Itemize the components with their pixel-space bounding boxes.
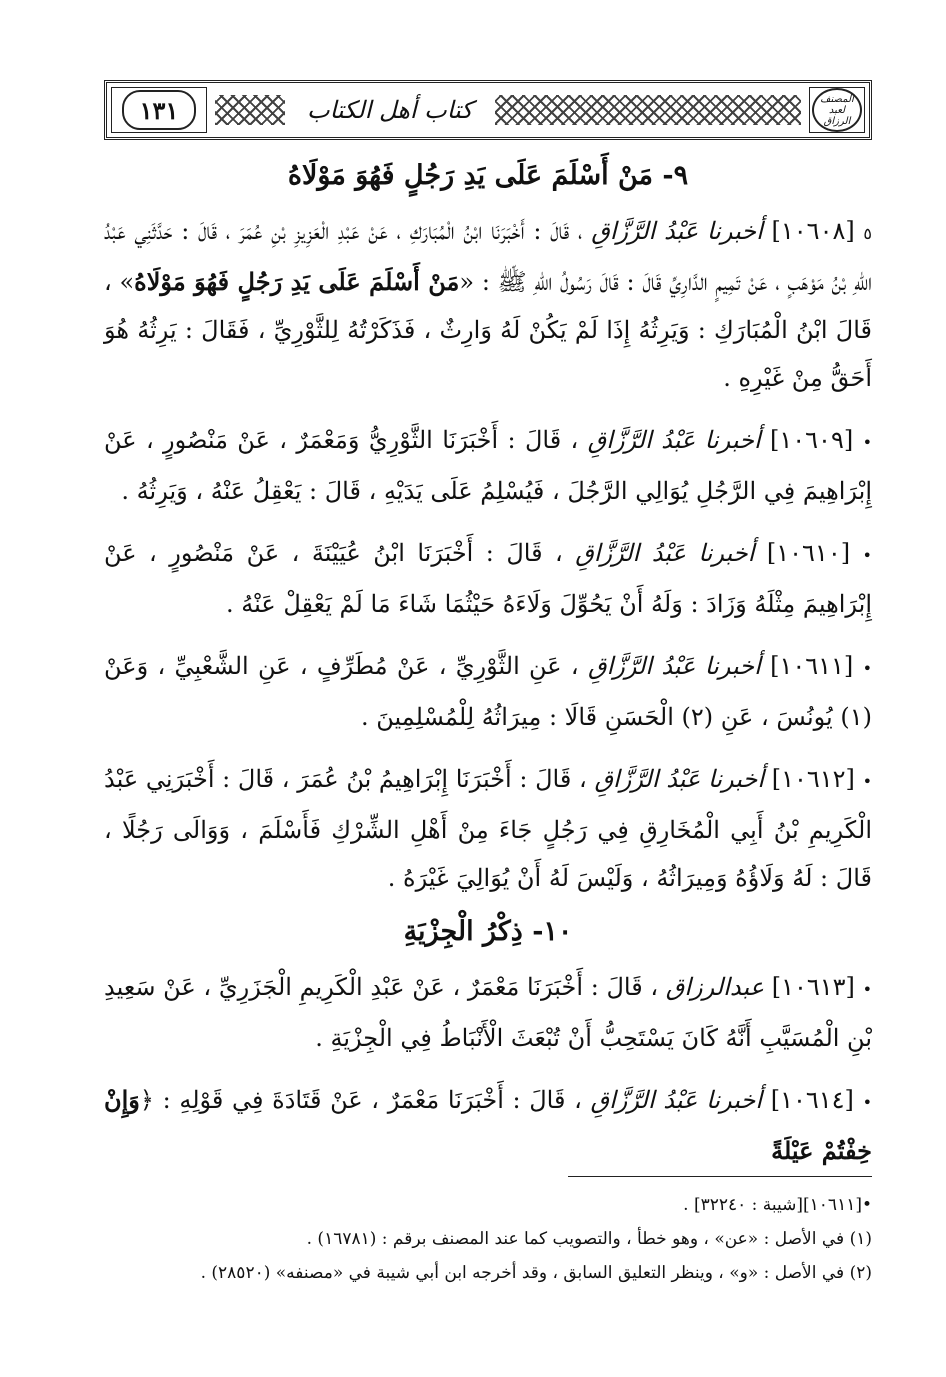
hadith-source: أخبرنا عَبْدُ الرَّزَّاقِ: [591, 217, 763, 245]
hadith-text: ، قَالَ : أَخْبَرَنَا ابْنُ الْمُبَارَكِ ، عَنْ عَبْدِ الْعَزِيزِ بْنِ عُمَرَ ، قَالَ : حَدَّثَنِي عَبْدُ اللهِ بْنُ مَوْهَبٍ ، عَنْ تَمِيمٍ الدَّارِيِّ قَالَ : قَالَ رَسُولُ اللهِ ﷺ : «: [104, 217, 872, 296]
section-heading: ٩- مَنْ أَسْلَمَ عَلَى يَدِ رَجُلٍ فَهُوَ مَوْلَاهُ: [287, 160, 689, 191]
hadith-number: [١٠٦١٣]: [771, 973, 855, 1001]
hadith-entry: [104, 416, 872, 515]
hadith-text: ، قَالَ : أَخْبَرَنَا مَعْمَرٌ ، عَنْ عَبْدِ الْكَرِيمِ الْجَزَرِيِّ ، عَنْ سَعِيدِ بْنِ الْمُسَيَّبِ أَنَّهُ كَانَ يَسْتَحِبُّ أَنْ تُبْعَثَ الْأَنْبَاطُ فِي الْجِزْيَةِ .: [104, 973, 872, 1052]
hadith-source: عبدالرزاق: [665, 973, 765, 1001]
entry-marker: •: [862, 433, 872, 452]
section-heading: ١٠- ذِكْرُ الْجِزْيَةِ: [403, 916, 573, 947]
page-number: ١٣١: [122, 90, 196, 130]
hadith-source: أخبرنا عَبْدُ الرَّزَّاقِ: [594, 765, 765, 793]
hadith-entry: [104, 755, 872, 902]
entry-marker: •: [862, 980, 872, 999]
hadith-number: [١٠٦١٤]: [770, 1086, 854, 1114]
running-title: كتاب أهل الكتاب: [307, 96, 473, 124]
entry-marker: •: [862, 1093, 872, 1112]
hadith-entry: [104, 529, 872, 628]
hadith-entry: [104, 963, 872, 1062]
hadith-text: ، قَالَ : أَخْبَرَنَا إِبْرَاهِيمُ بْنُ عُمَرَ ، قَالَ : أَخْبَرَنِي عَبْدُ الْكَرِيمِ بْنُ أَبِي الْمُخَارِقِ فِي رَجُلٍ جَاءَ مِنْ أَهْلِ الشِّرْكِ فَأَسْلَمَ ، وَوَالَى رَجُلًا ، قَالَ : لَهُ وَلَاؤُهُ وَمِيرَاثُهُ ، وَلَيْسَ لَهُ أَنْ يُوَالِيَ غَيْرَهُ .: [104, 765, 872, 892]
seal-frame: [809, 87, 865, 133]
page-header: [104, 80, 872, 140]
hadith-source: أخبرنا عَبْدُ الرَّزَّاقِ: [575, 539, 755, 567]
footnotes: [104, 1188, 872, 1290]
hadith-quote: وَإِنْ خِفْتُمْ عَيْلَةً: [104, 1085, 872, 1165]
hadith-text: ، عَنِ الثَّوْرِيِّ ، عَنْ مُطَرِّفٍ ، عَنِ الشَّعْبِيِّ ، وَعَنْ (١) يُونُسَ ، عَنِ (٢) الْحَسَنِ قَالَا : مِيرَاثُهُ لِلْمُسْلِمِينَ .: [104, 652, 872, 731]
hadith-entry: [104, 642, 872, 741]
hadith-number: [١٠٦٠٨]: [771, 217, 855, 245]
hadith-entry: [104, 207, 872, 402]
hadith-source: أخبرنا عَبْدُ الرَّزَّاقِ: [587, 426, 761, 454]
hadith-number: [١٠٦١١]: [770, 652, 854, 680]
ornament-pattern-right: [495, 95, 801, 125]
hadith-source: أخبرنا عَبْدُ الرَّزَّاقِ: [590, 1086, 763, 1114]
hadith-number: [١٠٦٠٩]: [770, 426, 854, 454]
footnote-divider: [568, 1176, 872, 1177]
ornament-pattern-left: [215, 95, 285, 125]
footnote-item: (١) في الأصل : «عن» ، وهو خطأ ، والتصويب كما عند المصنف برقم : (١٦٧٨١) .: [306, 1229, 872, 1249]
entry-marker: •: [862, 772, 872, 791]
hadith-source: أخبرنا عَبْدُ الرَّزَّاقِ: [587, 652, 761, 680]
footnote-item: (٢) في الأصل : «و» ، وينظر التعليق السابق ، وقد أخرجه ابن أبي شيبة في «مصنفه» (٢٨٥٢٠) .: [200, 1263, 872, 1283]
hadith-entry: [104, 1076, 872, 1175]
main-text: [104, 160, 872, 1189]
page-number-frame: [111, 87, 207, 133]
footnote-item: •[١٠٦١١][شيبة : ٣٢٢٤٠] .: [683, 1195, 872, 1215]
book-seal-logo: المصنف لعبد الرزاق: [812, 88, 862, 132]
hadith-number: [١٠٦١٠]: [766, 539, 851, 567]
entry-marker: •: [862, 546, 872, 565]
entry-marker: •: [862, 659, 872, 678]
hadith-text: ، قَالَ : أَخْبَرَنَا ابْنُ عُيَيْنَةَ ، عَنْ مَنْصُورٍ ، عَنْ إِبْرَاهِيمَ مِثْلَهُ وَزَادَ : وَلَهُ أَنْ يَحُوِّلَ وَلَاءَهُ حَيْثُمَا شَاءَ مَا لَمْ يَعْقِلْ عَنْهُ .: [104, 539, 872, 618]
entry-marker: ٥: [863, 224, 872, 243]
hadith-text-after: » ، قَالَ ابْنُ الْمُبَارَكِ : وَيَرِثُهُ إِذَا لَمْ يَكُنْ لَهُ وَارِثٌ ، فَذَكَرْتُهُ لِلثَّوْرِيِّ ، فَقَالَ : يَرِثُهُ هُوَ أَحَقُّ مِنْ غَيْرِهِ .: [104, 268, 872, 392]
hadith-number: [١٠٦١٢]: [771, 765, 855, 793]
hadith-text: ، قَالَ : أَخْبَرَنَا الثَّوْرِيُّ وَمَعْمَرٌ ، عَنْ مَنْصُورٍ ، عَنْ إِبْرَاهِيمَ فِي الرَّجُلِ يُوَالِي الرَّجُلَ ، فَيُسْلِمُ عَلَى يَدَيْهِ ، قَالَ : يَعْقِلُ عَنْهُ ، وَيَرِثُهُ .: [104, 426, 872, 505]
hadith-quote: مَنْ أَسْلَمَ عَلَى يَدِ رَجُلٍ فَهُوَ مَوْلَاهُ: [134, 267, 460, 296]
hadith-text: ، قَالَ : أَخْبَرَنَا مَعْمَرٌ ، عَنْ قَتَادَةَ فِي قَوْلِهِ : ﴿: [139, 1086, 582, 1114]
